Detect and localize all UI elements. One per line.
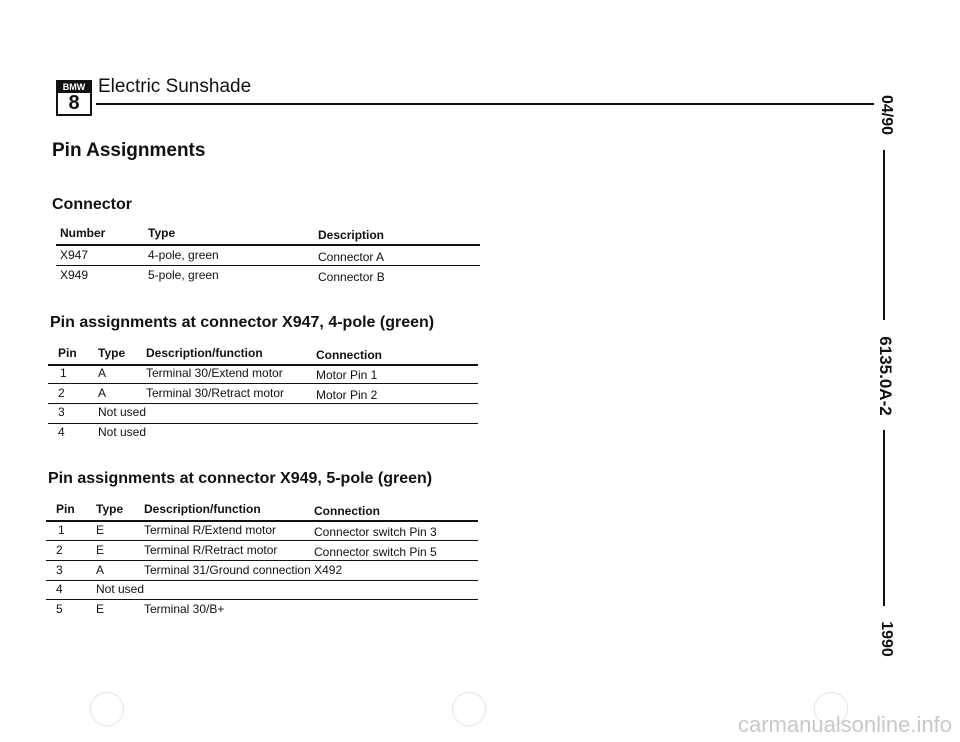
col-connection: Connection <box>316 348 382 362</box>
cell: E <box>96 523 105 537</box>
table-rule <box>48 403 478 404</box>
col-description: Description/function <box>146 346 263 360</box>
cell: 2 <box>58 386 65 400</box>
cell: A <box>96 563 105 577</box>
table-rule <box>46 560 478 561</box>
cell: E <box>96 543 105 557</box>
header-title: Electric Sunshade <box>98 76 252 97</box>
col-type: Type <box>98 346 126 360</box>
cell: Motor Pin 2 <box>316 388 378 402</box>
margin-doc-number: 6135.0A-2 <box>876 336 895 416</box>
cell: Not used <box>98 405 147 419</box>
cell: Terminal R/Retract motor <box>144 543 278 557</box>
page-title: Pin Assignments <box>52 140 206 161</box>
header-rule <box>96 103 874 105</box>
table-rule <box>48 383 478 384</box>
logo-text: BMW <box>58 82 90 93</box>
connector-heading: Connector <box>52 196 132 213</box>
col-pin: Pin <box>56 502 75 516</box>
cell: 4-pole, green <box>148 248 219 262</box>
table-rule <box>46 599 478 600</box>
cell: 4 <box>56 582 63 596</box>
table-rule <box>46 520 478 522</box>
cell: Not used <box>98 425 147 439</box>
cell: 1 <box>60 366 67 380</box>
cell: X949 <box>60 268 89 282</box>
table-rule <box>56 265 480 266</box>
cell: E <box>96 602 105 616</box>
cell: 3 <box>56 563 63 577</box>
cell: Terminal R/Extend motor <box>144 523 277 537</box>
table-rule <box>48 423 478 424</box>
punch-hole <box>452 692 486 726</box>
cell: Terminal 30/Extend motor <box>146 366 283 380</box>
cell: Terminal 30/Retract motor <box>146 386 285 400</box>
cell: A <box>98 386 107 400</box>
margin-year: 1990 <box>878 621 895 657</box>
col-connection: Connection <box>314 504 380 518</box>
cell: Terminal 30/B+ <box>144 602 225 616</box>
table-rule <box>56 244 480 246</box>
cell: X947 <box>60 248 89 262</box>
margin-date: 04/90 <box>878 94 895 136</box>
cell: Motor Pin 1 <box>316 368 378 382</box>
cell: Connector B <box>318 270 385 284</box>
table-rule <box>46 580 478 581</box>
cell: Connector switch Pin 5 <box>314 545 437 559</box>
cell: 4 <box>58 425 65 439</box>
cell: 2 <box>56 543 63 557</box>
cell: Terminal 31/Ground connection X492 <box>144 563 343 577</box>
col-number: Number <box>60 226 106 240</box>
cell: Connector A <box>318 250 385 264</box>
col-pin: Pin <box>58 346 77 360</box>
x947-heading: Pin assignments at connector X947, 4-pole (green) <box>50 314 435 331</box>
punch-hole <box>90 692 124 726</box>
margin-rule <box>883 430 885 606</box>
margin-rule <box>883 150 885 320</box>
logo-model: 8 <box>68 92 80 114</box>
cell: A <box>98 366 107 380</box>
cell: 3 <box>58 405 65 419</box>
bmw-logo <box>56 80 92 116</box>
x949-heading: Pin assignments at connector X949, 5-pole (green) <box>48 470 433 487</box>
col-description: Description <box>318 228 385 242</box>
col-description: Description/function <box>144 502 261 516</box>
cell: 5-pole, green <box>148 268 219 282</box>
cell: Not used <box>96 582 145 596</box>
cell: 5 <box>56 602 63 616</box>
col-type: Type <box>96 502 124 516</box>
table-rule <box>46 540 478 541</box>
col-type: Type <box>148 226 176 240</box>
footer-watermark: carmanualsonline.info <box>737 712 952 737</box>
cell: Connector switch Pin 3 <box>314 525 437 539</box>
cell: 1 <box>58 523 65 537</box>
